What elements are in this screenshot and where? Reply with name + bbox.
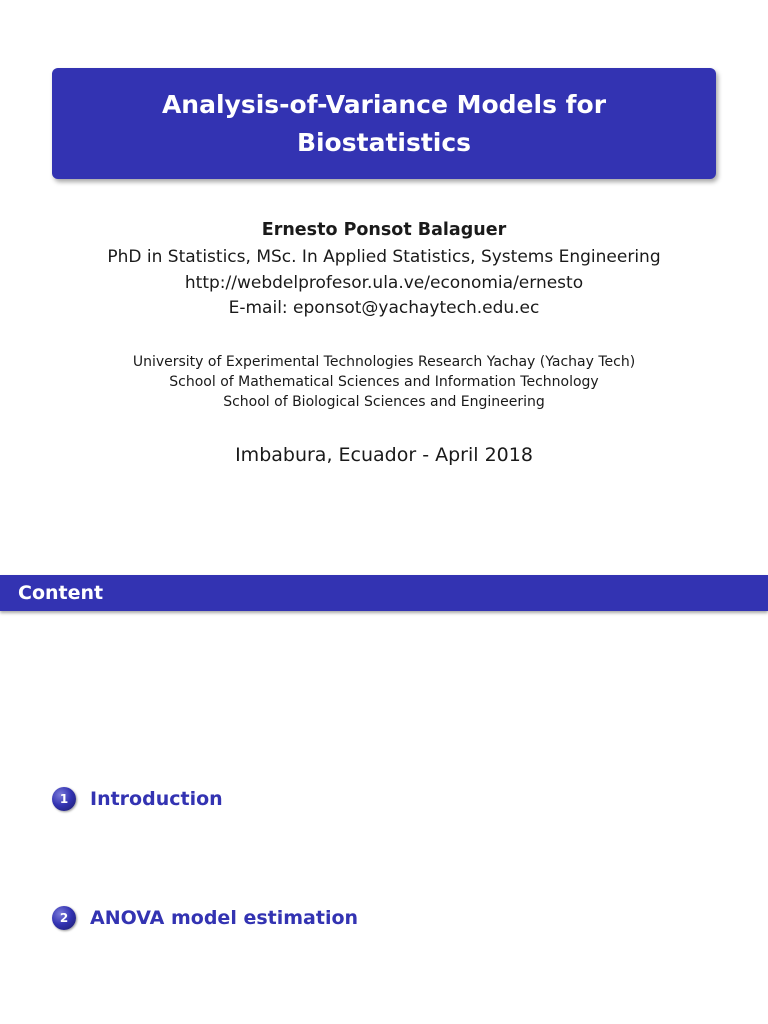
toc-item-label[interactable]: Introduction (90, 788, 223, 810)
frame-title-bar (0, 575, 768, 611)
author-name: Ernesto Ponsot Balaguer (261, 220, 507, 240)
institute-line-1: University of Experimental Technologies Research Yachay (Yachay Tech) (132, 354, 636, 370)
author-email: E-mail: eponsot@yachaytech.edu.ec (228, 298, 540, 318)
author-website: http://webdelprofesor.ula.ve/economia/ernesto (184, 273, 584, 293)
section-number-ball-icon: 1 (52, 787, 76, 811)
title-line-1: Analysis-of-Variance Models for (161, 89, 607, 119)
toc-item-anova-model-estimation[interactable] (52, 905, 358, 931)
toc-item-introduction[interactable] (52, 786, 223, 812)
frame-title: Content (18, 582, 104, 604)
presentation-date: Imbabura, Ecuador - April 2018 (235, 444, 533, 466)
institute-line-3: School of Biological Sciences and Engineering (223, 394, 545, 410)
title-line-2: Biostatistics (296, 127, 472, 157)
author-degrees: PhD in Statistics, MSc. In Applied Statistics, Systems Engineering (107, 247, 661, 267)
title-box (52, 68, 716, 179)
section-number-ball-icon: 2 (52, 906, 76, 930)
toc-item-label[interactable]: ANOVA model estimation (90, 907, 359, 929)
institute-line-2: School of Mathematical Sciences and Information Technology (169, 374, 599, 390)
